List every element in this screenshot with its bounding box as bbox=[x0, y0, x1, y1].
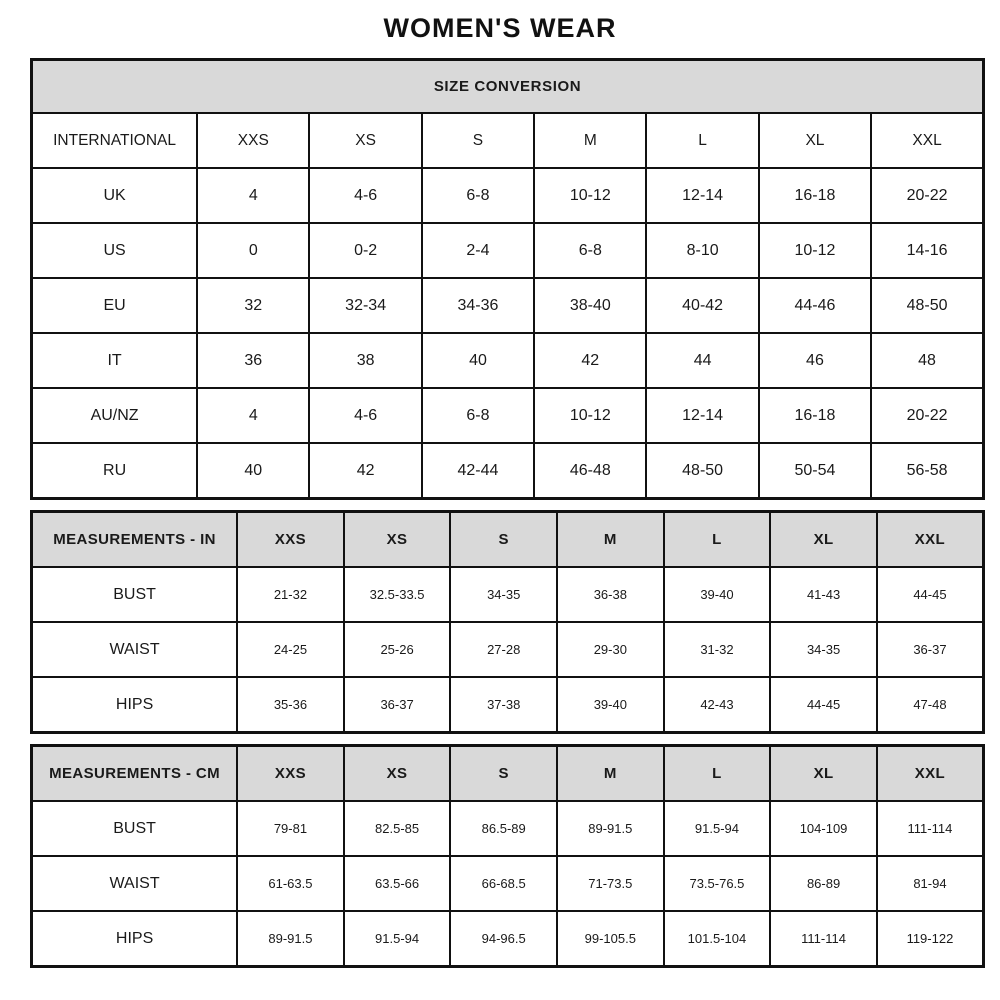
measurement-cell: 91.5-94 bbox=[344, 911, 451, 967]
size-cell: 10-12 bbox=[759, 223, 871, 278]
size-conversion-table bbox=[30, 58, 985, 500]
size-cell: 4 bbox=[197, 168, 309, 223]
measurement-cell: 101.5-104 bbox=[664, 911, 771, 967]
size-cell: 50-54 bbox=[759, 443, 871, 499]
row-label: UK bbox=[32, 168, 198, 223]
column-header-xxl: XXL bbox=[871, 113, 983, 168]
measurement-cell: 63.5-66 bbox=[344, 856, 451, 911]
measurement-cell: 37-38 bbox=[450, 677, 557, 733]
measurement-cell: 82.5-85 bbox=[344, 801, 451, 856]
row-label: BUST bbox=[32, 567, 238, 622]
size-cell: 46-48 bbox=[534, 443, 646, 499]
size-cell: 8-10 bbox=[646, 223, 758, 278]
size-cell: 12-14 bbox=[646, 168, 758, 223]
column-header-xs: XS bbox=[344, 512, 451, 568]
measurement-cell: 79-81 bbox=[237, 801, 344, 856]
size-cell: 38-40 bbox=[534, 278, 646, 333]
measurement-cell: 86.5-89 bbox=[450, 801, 557, 856]
size-cell: 6-8 bbox=[422, 388, 534, 443]
measurement-cell: 44-45 bbox=[770, 677, 877, 733]
measurement-cell: 32.5-33.5 bbox=[344, 567, 451, 622]
column-header-s: S bbox=[422, 113, 534, 168]
column-header-s: S bbox=[450, 746, 557, 802]
size-cell: 46 bbox=[759, 333, 871, 388]
size-cell: 48 bbox=[871, 333, 983, 388]
measurement-cell: 36-37 bbox=[344, 677, 451, 733]
measurement-cell: 34-35 bbox=[770, 622, 877, 677]
measurement-cell: 66-68.5 bbox=[450, 856, 557, 911]
measurement-cell: 81-94 bbox=[877, 856, 984, 911]
column-header-measurements-in: MEASUREMENTS - IN bbox=[32, 512, 238, 568]
column-header-xxs: XXS bbox=[197, 113, 309, 168]
column-header-xl: XL bbox=[770, 512, 877, 568]
column-header-m: M bbox=[557, 512, 664, 568]
table-row-uk bbox=[32, 168, 984, 223]
column-header-s: S bbox=[450, 512, 557, 568]
measurement-cell: 39-40 bbox=[557, 677, 664, 733]
table-row bbox=[32, 512, 984, 568]
size-cell: 10-12 bbox=[534, 168, 646, 223]
measurement-cell: 99-105.5 bbox=[557, 911, 664, 967]
measurement-cell: 36-37 bbox=[877, 622, 984, 677]
measurement-cell: 111-114 bbox=[770, 911, 877, 967]
measurement-cell: 119-122 bbox=[877, 911, 984, 967]
size-cell: 4-6 bbox=[309, 168, 421, 223]
column-header-international: INTERNATIONAL bbox=[32, 113, 198, 168]
size-cell: 16-18 bbox=[759, 388, 871, 443]
size-cell: 4 bbox=[197, 388, 309, 443]
table-row-aunz bbox=[32, 388, 984, 443]
measurement-cell: 89-91.5 bbox=[557, 801, 664, 856]
row-label: AU/NZ bbox=[32, 388, 198, 443]
measurement-cell: 34-35 bbox=[450, 567, 557, 622]
measurement-cell: 25-26 bbox=[344, 622, 451, 677]
size-cell: 14-16 bbox=[871, 223, 983, 278]
row-label: HIPS bbox=[32, 677, 238, 733]
column-header-l: L bbox=[664, 512, 771, 568]
measurement-cell: 104-109 bbox=[770, 801, 877, 856]
measurement-cell: 89-91.5 bbox=[237, 911, 344, 967]
size-cell: 10-12 bbox=[534, 388, 646, 443]
size-cell: 38 bbox=[309, 333, 421, 388]
measurements-cm-table bbox=[30, 744, 985, 968]
size-cell: 32 bbox=[197, 278, 309, 333]
row-label: WAIST bbox=[32, 856, 238, 911]
size-cell: 42-44 bbox=[422, 443, 534, 499]
column-header-m: M bbox=[534, 113, 646, 168]
column-header-l: L bbox=[646, 113, 758, 168]
table-row bbox=[32, 60, 984, 114]
measurement-cell: 86-89 bbox=[770, 856, 877, 911]
measurement-cell: 39-40 bbox=[664, 567, 771, 622]
size-cell: 48-50 bbox=[871, 278, 983, 333]
size-cell: 36 bbox=[197, 333, 309, 388]
measurement-cell: 61-63.5 bbox=[237, 856, 344, 911]
measurement-cell: 47-48 bbox=[877, 677, 984, 733]
size-cell: 44-46 bbox=[759, 278, 871, 333]
page-title: WOMEN'S WEAR bbox=[383, 13, 617, 43]
table-row-hips bbox=[32, 911, 984, 967]
measurement-cell: 27-28 bbox=[450, 622, 557, 677]
size-cell: 40 bbox=[422, 333, 534, 388]
size-cell: 40-42 bbox=[646, 278, 758, 333]
column-header-xxs: XXS bbox=[237, 512, 344, 568]
measurement-cell: 21-32 bbox=[237, 567, 344, 622]
column-header-l: L bbox=[664, 746, 771, 802]
measurements-in-table bbox=[30, 510, 985, 734]
measurement-cell: 36-38 bbox=[557, 567, 664, 622]
column-header-xl: XL bbox=[759, 113, 871, 168]
column-header-xs: XS bbox=[309, 113, 421, 168]
table-row-waist bbox=[32, 622, 984, 677]
size-conversion-title: SIZE CONVERSION bbox=[32, 60, 984, 114]
column-header-xxl: XXL bbox=[877, 746, 984, 802]
size-cell: 6-8 bbox=[422, 168, 534, 223]
size-cell: 20-22 bbox=[871, 388, 983, 443]
table-row bbox=[32, 746, 984, 802]
measurement-cell: 35-36 bbox=[237, 677, 344, 733]
table-row-eu bbox=[32, 278, 984, 333]
column-header-xl: XL bbox=[770, 746, 877, 802]
measurement-cell: 41-43 bbox=[770, 567, 877, 622]
table-row-us bbox=[32, 223, 984, 278]
measurement-cell: 24-25 bbox=[237, 622, 344, 677]
table-row bbox=[32, 113, 984, 168]
size-cell: 42 bbox=[534, 333, 646, 388]
column-header-m: M bbox=[557, 746, 664, 802]
row-label: RU bbox=[32, 443, 198, 499]
measurement-cell: 91.5-94 bbox=[664, 801, 771, 856]
row-label: WAIST bbox=[32, 622, 238, 677]
row-label: US bbox=[32, 223, 198, 278]
size-cell: 6-8 bbox=[534, 223, 646, 278]
table-row-ru bbox=[32, 443, 984, 499]
measurement-cell: 94-96.5 bbox=[450, 911, 557, 967]
column-header-xs: XS bbox=[344, 746, 451, 802]
table-row-it bbox=[32, 333, 984, 388]
measurement-cell: 44-45 bbox=[877, 567, 984, 622]
row-label: EU bbox=[32, 278, 198, 333]
row-label: BUST bbox=[32, 801, 238, 856]
size-cell: 34-36 bbox=[422, 278, 534, 333]
row-label: IT bbox=[32, 333, 198, 388]
size-cell: 0 bbox=[197, 223, 309, 278]
size-cell: 42 bbox=[309, 443, 421, 499]
size-cell: 56-58 bbox=[871, 443, 983, 499]
size-cell: 40 bbox=[197, 443, 309, 499]
table-row-bust bbox=[32, 567, 984, 622]
size-cell: 0-2 bbox=[309, 223, 421, 278]
size-cell: 32-34 bbox=[309, 278, 421, 333]
column-header-xxs: XXS bbox=[237, 746, 344, 802]
measurement-cell: 29-30 bbox=[557, 622, 664, 677]
size-cell: 2-4 bbox=[422, 223, 534, 278]
size-cell: 20-22 bbox=[871, 168, 983, 223]
size-cell: 12-14 bbox=[646, 388, 758, 443]
measurement-cell: 71-73.5 bbox=[557, 856, 664, 911]
table-row-waist bbox=[32, 856, 984, 911]
size-cell: 4-6 bbox=[309, 388, 421, 443]
column-header-measurements-cm: MEASUREMENTS - CM bbox=[32, 746, 238, 802]
size-cell: 16-18 bbox=[759, 168, 871, 223]
measurement-cell: 42-43 bbox=[664, 677, 771, 733]
measurement-cell: 111-114 bbox=[877, 801, 984, 856]
measurement-cell: 31-32 bbox=[664, 622, 771, 677]
table-row-hips bbox=[32, 677, 984, 733]
column-header-xxl: XXL bbox=[877, 512, 984, 568]
size-cell: 48-50 bbox=[646, 443, 758, 499]
row-label: HIPS bbox=[32, 911, 238, 967]
measurement-cell: 73.5-76.5 bbox=[664, 856, 771, 911]
size-cell: 44 bbox=[646, 333, 758, 388]
table-row-bust bbox=[32, 801, 984, 856]
